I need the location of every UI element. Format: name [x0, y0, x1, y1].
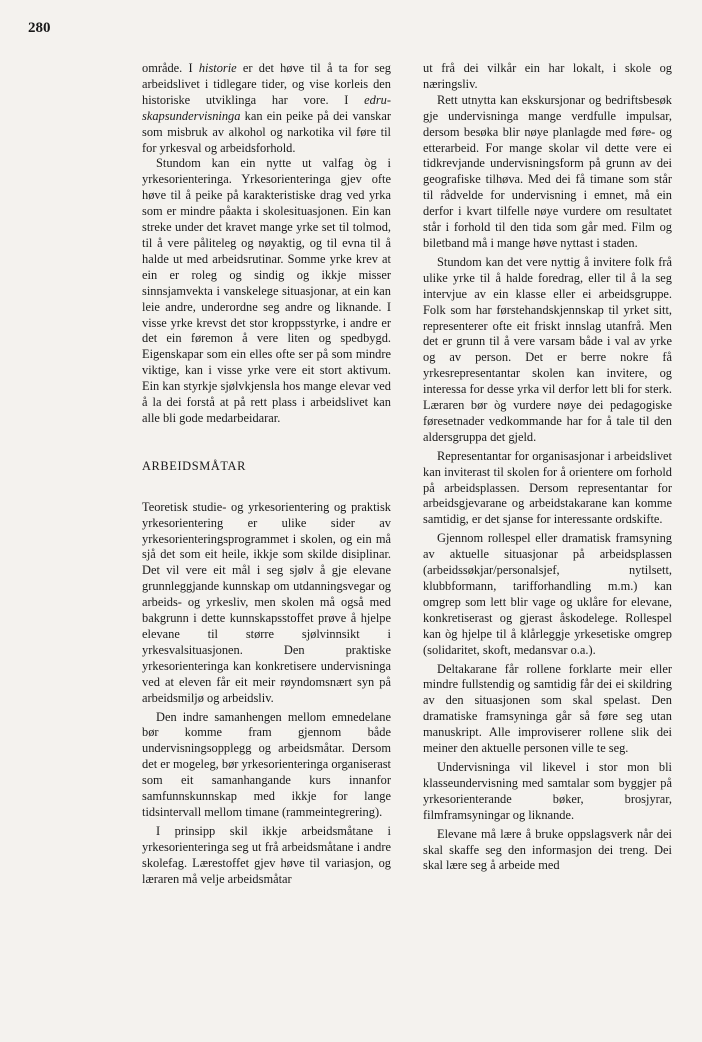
left-column	[142, 61, 391, 888]
paragraph: Undervisninga vil likevel i stor mon bli klasseundervisning med samtalar som byggjer på yrkesorienterande bøker, brosjyrar, filmframsyningar og liknande.	[423, 759, 672, 822]
paragraph: Stundom kan ein nytte ut valfag òg i yrkesorienteringa. Yrkesorienteringa gjev ofte høve til å peike på karakteristiske drag ved yrka som er mindre påakta i skolesituasjonen. Ein kan streke under det kravet mange yrke set til tolmod, til å vere påliteleg og nøyaktig, og til evna til å halde ut med arbeidsrutinar. Somme yrke krev at ein er roleg og sindig og ikkje misser sinnsjamvekta i vanskelege situasjonar, at ein kan leie andre, underordne seg andre og liknande. I visse yrke krevst det stor kroppsstyrke, i andre er det ein føremon å vere liten og spedbygd. Eigenskapar som ein elles ofte ser på som mindre viktige, kan i visse yrke vere eit stort aktivum. Ein kan styrkje sjølvkjensla hos mange elevar ved å la dei forstå at på rett plass i arbeidslivet kan alle bli gode medarbeidarar.	[142, 156, 391, 425]
right-column	[423, 61, 672, 874]
section-heading: ARBEIDSMÅTAR	[142, 458, 246, 473]
paragraph: Stundom kan det vere nyttig å invitere folk frå ulike yrke til å halde foredrag, eller til å la seg intervjue av ein klasse eller ei arbeidsgruppe. Folk som har førstehandskjennskap til yrket sitt, representerer ofte eit friskt innslag utanfrå. Men det er grunn til å vere varsam både i val av yrke og av person. Det er berre nokre få yrkesrepresentantar skolen kan invitere, og interessa for desse yrka vil derfor lett bli for sterk. Læraren bør òg vurdere nøye dei pedagogiske føresetnader vedkommande har for å tale til den aldersgruppa det gjeld.	[423, 254, 672, 444]
paragraph: Rett utnytta kan ekskursjonar og bedriftsbesøk gje undervisninga mange verdfulle impulsar, dersom besøka blir nøye planlagde med føre- og etterarbeid. For mange skolar vil dette vere ei tidkrevjande undervisningsform på grunn av dei geografiske tilhøva. Med dei få timane som står til rådvelde for undervisning i emnet, må ein derfor i kvart tilfelle nøye vurdere om resultatet står i forhold til den tida som går med. Film og biletband må i mange høve nyttast i staden.	[423, 92, 672, 250]
paragraph: Den indre samanhengen mellom emnedelane bør komme fram gjennom både undervisningsopplegg og arbeidsmåtar. Dersom det er mogeleg, bør yrkesorienteringa organiserast som eit samanhangande kurs innanfor samfunnskunnskap med ikkje for lange tidsintervall mellom timane (rammeintegrering).	[142, 709, 391, 819]
paragraph: I prinsipp skil ikkje arbeidsmåtane i yrkesorienteringa seg ut frå arbeidsmåtane i andre skolefag. Lærestoffet gjev høve til variasjon, og læraren må velje arbeidsmåtar	[142, 823, 391, 886]
paragraph: ut frå dei vilkår ein har lokalt, i skole og næringsliv.	[423, 61, 672, 91]
paragraph: Elevane må lære å bruke oppslagsverk når dei skal skaffe seg den informasjon dei treng. Dei skal lære seg å arbeide med	[423, 826, 672, 873]
page-number: 280	[28, 20, 51, 36]
paragraph: Deltakarane får rollene forklarte meir eller mindre fullstendig og samtidig får dei ei skildring av den situasjonen som skal spelast. Den dramatiske framsyninga går så føre seg utan manuskript. Alle improviserer rollene slik dei meiner den aktuelle personen ville te seg.	[423, 661, 672, 756]
paragraph: Gjennom rollespel eller dramatisk framsyning av aktuelle situasjonar på arbeidsplassen (arbeidssøkjar/personalsjef, nytilsett, klubbformann, tarifforhandling m.m.) kan omgrep som lett blir vage og uklåre for elevane, konkretiserast og gjerast åskodelege. Rollespel kan òg hjelpe til å klårleggje yrkesetiske omgrep (solidaritet, skoft, medansvar o.a.).	[423, 531, 672, 657]
paragraph: Representantar for organisasjonar i arbeidslivet kan inviterast til skolen for å orientere om forhold på arbeidsplassen. Dersom representantar for arbeidsgjevarane og arbeidstakarane kan komme samtidig, er det sjanse for interessante ordskifte.	[423, 448, 672, 527]
paragraph: område. I historie er det høve til å ta for seg arbeidslivet i tidlegare tider, og vise korleis den historiske utviklinga har vore. I edru-skapsundervisninga kan ein peike på dei vanskar som misbruk av alkohol og narkotika vil føre til for yrkesval og arbeidsforhold.	[142, 61, 391, 155]
paragraph: Teoretisk studie- og yrkesorientering og praktisk yrkesorientering er ulike sider av yrkesorienteringsprogrammet i skolen, og ein må sjå det som eit heile, ikkje som skilde disiplinar. Det vil vere eit mål i seg sjølv å gje elevane grunnleggjande kunnskap om utdanningsvegar og arbeids- og yrkesliv, men skolen må også med bakgrunn i dette kunnskapsstoffet prøve å hjelpe elevane til større sjølvinnsikt i yrkesvalsituasjonen. Den praktiske yrkesorienteringa kan konkretisere undervisninga ved at eleven får eit meir røyndomsnært syn på arbeidsmiljø og arbeidsliv.	[142, 499, 391, 705]
